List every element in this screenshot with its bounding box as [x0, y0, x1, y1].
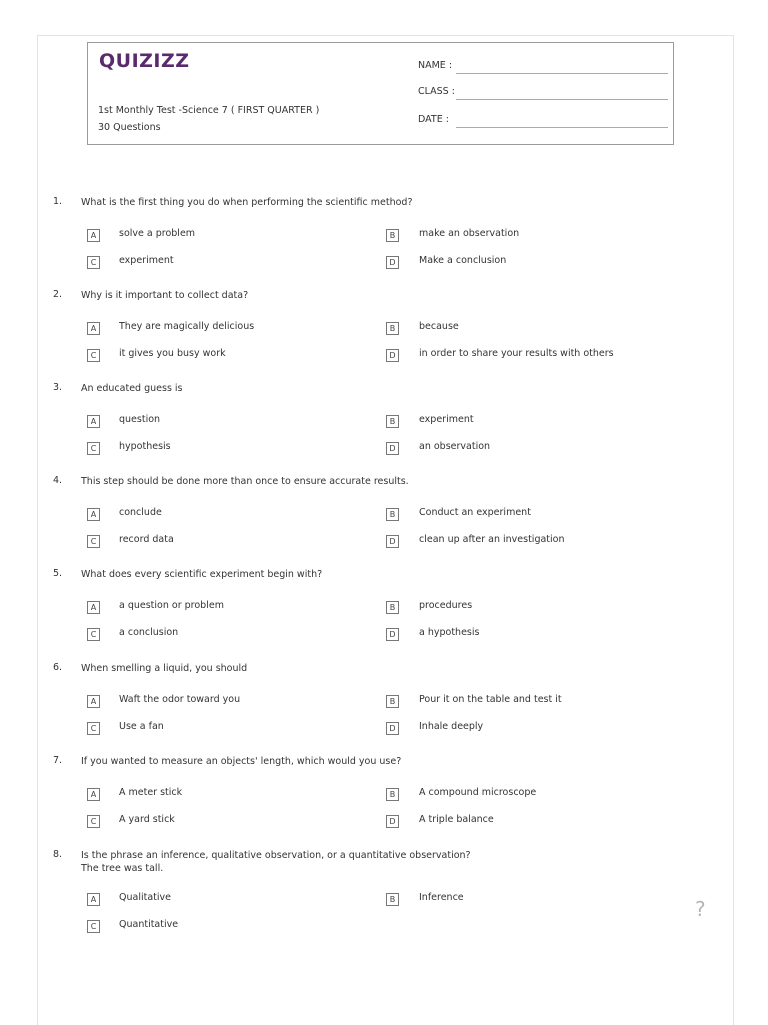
option-letter-box[interactable]: D [386, 815, 399, 828]
option-text: A yard stick [119, 814, 175, 825]
question-text: If you wanted to measure an objects' length, which would you use? [81, 756, 402, 767]
question-count: 30 Questions [98, 122, 161, 133]
option-letter-box[interactable]: A [87, 508, 100, 521]
option-letter-box[interactable]: C [87, 535, 100, 548]
option-letter-box[interactable]: C [87, 815, 100, 828]
option-text: solve a problem [119, 228, 196, 239]
question-number: 4. [53, 475, 63, 486]
option-letter-box[interactable]: B [386, 508, 399, 521]
option-text: hypothesis [119, 441, 171, 452]
question-text: What does every scientific experiment begin with? [81, 569, 323, 580]
option-text: Make a conclusion [419, 255, 507, 266]
option-text: a question or problem [119, 600, 224, 611]
option-letter-box[interactable]: D [386, 722, 399, 735]
worksheet-page [37, 35, 734, 1025]
option-text: A compound microscope [419, 787, 537, 798]
option-letter-box[interactable]: C [87, 442, 100, 455]
option-text: a hypothesis [419, 627, 480, 638]
question-number: 8. [53, 849, 63, 860]
option-letter-box[interactable]: A [87, 893, 100, 906]
option-letter-box[interactable]: D [386, 535, 399, 548]
option-letter-box[interactable]: B [386, 893, 399, 906]
question-number: 2. [53, 289, 63, 300]
test-title: 1st Monthly Test -Science 7 ( FIRST QUARTER ) [98, 105, 320, 116]
option-text: make an observation [419, 228, 520, 239]
option-text: clean up after an investigation [419, 534, 565, 545]
option-letter-box[interactable]: B [386, 229, 399, 242]
option-text: in order to share your results with others [419, 348, 614, 359]
option-text: Inference [419, 892, 464, 903]
option-text: Inhale deeply [419, 721, 484, 732]
option-letter-box[interactable]: C [87, 349, 100, 362]
option-letter-box[interactable]: B [386, 601, 399, 614]
option-letter-box[interactable]: A [87, 695, 100, 708]
option-text: They are magically delicious [119, 321, 255, 332]
option-letter-box[interactable]: D [386, 442, 399, 455]
date-label: DATE : [418, 114, 449, 125]
class-label: CLASS : [418, 86, 455, 97]
option-text: question [119, 414, 161, 425]
option-text: because [419, 321, 459, 332]
option-text: Conduct an experiment [419, 507, 531, 518]
class-line [456, 99, 668, 100]
question-text: This step should be done more than once to ensure accurate results. [81, 476, 409, 487]
question-text: Why is it important to collect data? [81, 290, 249, 301]
date-line [456, 127, 668, 128]
help-icon[interactable]: ? [695, 897, 706, 921]
class-field[interactable] [418, 86, 668, 100]
option-text: Pour it on the table and test it [419, 694, 562, 705]
option-letter-box[interactable]: A [87, 322, 100, 335]
option-letter-box[interactable]: B [386, 322, 399, 335]
option-letter-box[interactable]: C [87, 256, 100, 269]
option-text: experiment [419, 414, 474, 425]
option-text: A triple balance [419, 814, 494, 825]
option-text: record data [119, 534, 174, 545]
option-letter-box[interactable]: D [386, 256, 399, 269]
quizizz-logo: QUIZIZZ [99, 50, 190, 72]
option-letter-box[interactable]: B [386, 788, 399, 801]
question-text: When smelling a liquid, you should [81, 663, 248, 674]
option-text: it gives you busy work [119, 348, 226, 359]
question-text: What is the first thing you do when performing the scientific method? [81, 197, 413, 208]
option-text: experiment [119, 255, 174, 266]
option-text: Quantitative [119, 919, 179, 930]
question-text: Is the phrase an inference, qualitative observation, or a quantitative observation? The tree was tall. [81, 850, 471, 874]
option-letter-box[interactable]: C [87, 920, 100, 933]
name-line [456, 73, 668, 74]
option-letter-box[interactable]: B [386, 415, 399, 428]
option-text: Qualitative [119, 892, 171, 903]
option-letter-box[interactable]: A [87, 601, 100, 614]
option-text: A meter stick [119, 787, 183, 798]
question-number: 5. [53, 568, 63, 579]
worksheet-header [87, 42, 674, 145]
question-number: 7. [53, 755, 63, 766]
option-text: an observation [419, 441, 491, 452]
name-field[interactable] [418, 60, 668, 74]
option-text: a conclusion [119, 627, 179, 638]
option-letter-box[interactable]: C [87, 722, 100, 735]
question-number: 1. [53, 196, 63, 207]
option-text: Waft the odor toward you [119, 694, 241, 705]
option-letter-box[interactable]: A [87, 415, 100, 428]
option-letter-box[interactable]: C [87, 628, 100, 641]
date-field[interactable] [418, 114, 668, 128]
name-label: NAME : [418, 60, 453, 71]
option-letter-box[interactable]: A [87, 229, 100, 242]
question-number: 3. [53, 382, 63, 393]
question-text: An educated guess is [81, 383, 183, 394]
option-letter-box[interactable]: B [386, 695, 399, 708]
question-number: 6. [53, 662, 63, 673]
option-text: Use a fan [119, 721, 164, 732]
option-letter-box[interactable]: A [87, 788, 100, 801]
option-letter-box[interactable]: D [386, 349, 399, 362]
option-text: conclude [119, 507, 162, 518]
option-letter-box[interactable]: D [386, 628, 399, 641]
option-text: procedures [419, 600, 473, 611]
